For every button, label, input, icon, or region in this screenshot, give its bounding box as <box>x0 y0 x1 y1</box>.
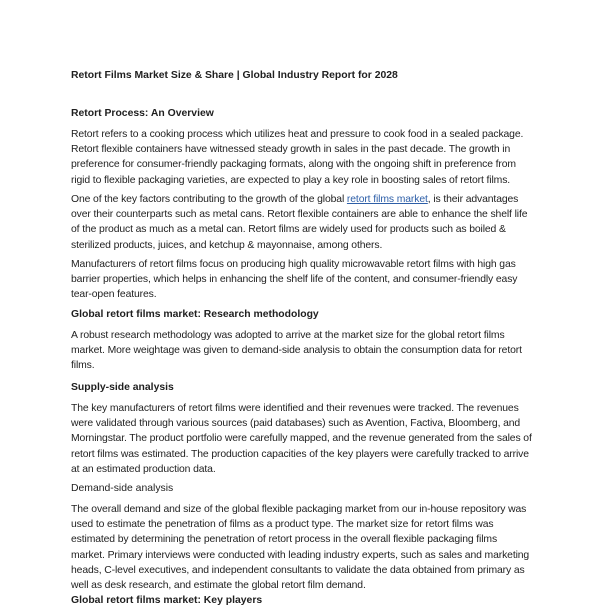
paragraph-text: One of the key factors contributing to the growth of the global <box>71 194 347 205</box>
section-heading-overview: Retort Process: An Overview <box>71 108 214 119</box>
paragraph-overview: Retort refers to a cooking process which utilizes heat and pressure to cook food in a sealed package. Retort flexible containers have witnessed steady growth in sales in the past decade. The growth in preference for consumer-friendly packaging formats, along with the ongoing shift in preference from rigid to flexible packaging varieties, are expected to play a key role in boosting sales of retort films. <box>71 129 524 186</box>
paragraph-text: , is their advantages over their counterparts such as metal cans. Retort flexible containers are able to enhance the shelf life of the product as much as a metal can. Retort films are widely used for products such as boiled & sterilized products, juices, and ketchup & mayonnaise, among others. <box>71 194 528 251</box>
paragraph-supply-side: The key manufacturers of retort films were identified and their revenues were tracked. The revenues were validated through various sources (paid databases) such as Avention, Factiva, Bloomberg, and Morningstar. The product portfolio were carefully mapped, and the revenue generated from the sales of retort films was estimated. The production capacities of the key players were carefully tracked to arrive at an estimated production data. <box>71 403 532 475</box>
section-heading-methodology: Global retort films market: Research methodology <box>71 309 319 320</box>
section-heading-key-players: Global retort films market: Key players <box>71 595 263 606</box>
paragraph-demand-side: The overall demand and size of the global flexible packaging market from our in-house repository was used to estimate the penetration of films as a product type. The market size for retort films was estimated by determining the penetration of retort process in the overall flexible packaging films market. Primary interviews were conducted with leading industry experts, such as sales and marketing heads, C-level executives, and independent consultants to validate the data obtained from primary as well as desk research, and estimate the global retort film demand. <box>71 504 530 592</box>
retort-films-market-link[interactable]: retort films market <box>346 194 428 205</box>
paragraph-methodology: A robust research methodology was adopted to arrive at the market size for the global retort films market. More weightage was given to demand-side analysis to obtain the consumption data for retort films. <box>71 330 522 372</box>
paragraph-manufacturers: Manufacturers of retort films focus on producing high quality microwavable retort films with high gas barrier properties, which helps in enhancing the shelf life of the content, and consumer-friendly easy tear-open features. <box>71 259 518 301</box>
paragraph-key-factors <box>71 192 533 253</box>
document-title: Retort Films Market Size & Share | Global Industry Report for 2028 <box>71 70 398 81</box>
section-heading-supply-side: Supply-side analysis <box>71 382 174 393</box>
section-heading-demand-side: Demand-side analysis <box>71 483 174 494</box>
